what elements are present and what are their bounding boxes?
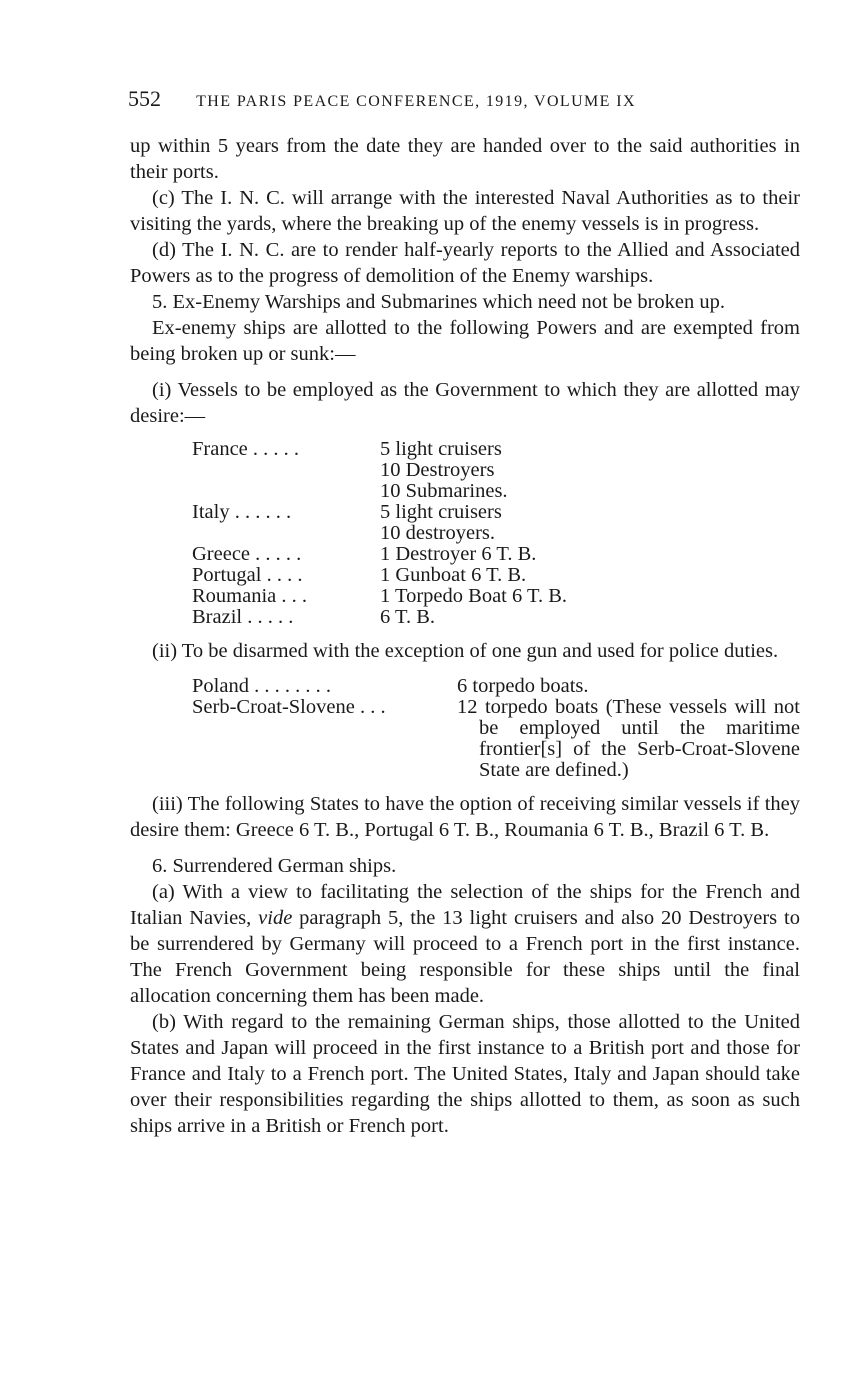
vessels-cell	[457, 697, 800, 781]
page-body	[130, 133, 800, 1139]
section-5-intro: Ex-enemy ships are allotted to the following Powers and are exempted from being broken up or sunk:—	[130, 317, 800, 365]
vessels-cell: 6 T. B.	[380, 606, 436, 628]
section-5-heading: 5. Ex-Enemy Warships and Submarines which need not be broken up.	[152, 291, 725, 313]
vessels-cell: 10 destroyers.	[380, 522, 496, 544]
vessels-cell: 5 light cruisers	[380, 501, 502, 523]
country-cell	[192, 460, 380, 481]
table-row	[192, 523, 567, 544]
allocation-table-i	[192, 439, 567, 628]
country-cell	[192, 481, 380, 502]
country-cell: Serb-Croat-Slovene . . .	[192, 696, 386, 718]
table-row	[192, 697, 800, 781]
table-row	[192, 481, 567, 502]
table-row	[192, 565, 567, 586]
text-a-part2: paragraph 5, the 13 light cruisers and also 20 Destroyers to be surrendered by Germany will proceed to a French port in the first instance. The French Government being responsible for these ships until the final allocation concerning them has been made.	[130, 907, 800, 1007]
country-cell: Poland . . . . . . . .	[192, 675, 331, 697]
label-d: (d)	[152, 239, 176, 261]
vessels-cell: 1 Destroyer 6 T. B.	[380, 543, 537, 565]
label-c: (c)	[152, 187, 175, 209]
table-row	[192, 544, 567, 565]
paragraph-d	[130, 237, 800, 289]
vessels-cell: 1 Torpedo Boat 6 T. B.	[380, 585, 568, 607]
country-cell: Roumania . . .	[192, 585, 308, 607]
paragraph-6b	[130, 1009, 800, 1139]
clause-i: (i) Vessels to be employed as the Government to which they are allotted may desire:—	[130, 379, 800, 427]
paragraph-6a	[130, 879, 800, 1009]
running-header	[128, 86, 808, 112]
table-row	[192, 586, 567, 607]
country-cell: Brazil . . . . .	[192, 606, 294, 628]
vessels-cell: 10 Destroyers	[380, 459, 495, 481]
country-cell: Italy . . . . . .	[192, 501, 292, 523]
paragraph-c	[130, 185, 800, 237]
table-row	[192, 460, 567, 481]
allocation-table-ii	[192, 676, 800, 781]
label-b: (b)	[152, 1011, 176, 1033]
text-a-part1: With a view to facilitating the selection of the ships for the French and Italian Navies,	[130, 881, 800, 929]
section-6-heading: 6. Surrendered German ships.	[152, 855, 397, 877]
label-a: (a)	[152, 881, 175, 903]
table-row	[192, 439, 567, 460]
text-c: The I. N. C. will arrange with the interested Naval Authorities as to their visiting the yards, where the breaking up of the enemy vessels is in progress.	[130, 187, 800, 235]
clause-ii: (ii) To be disarmed with the exception of one gun and used for police duties.	[152, 640, 779, 662]
table-row	[192, 607, 567, 628]
text-b: With regard to the remaining German ships, those allotted to the United States and Japan will proceed in the first instance to a British port and those for France and Italy to a French port. The United States, Italy and Japan should take over their responsibilities regarding the ships allotted to them, as soon as such ships arrive in a British or French port.	[130, 1011, 800, 1137]
clause-iii: (iii) The following States to have the option of receiving similar vessels if they desire them: Greece 6 T. B., Portugal 6 T. B., Roumania 6 T. B., Brazil 6 T. B.	[130, 793, 800, 841]
country-cell: Greece . . . . .	[192, 543, 302, 565]
table-row	[192, 676, 800, 697]
country-cell	[192, 523, 380, 544]
country-cell: France . . . . .	[192, 438, 300, 460]
page-number: 552	[128, 86, 161, 111]
vessels-cell	[457, 676, 800, 697]
country-cell: Portugal . . . .	[192, 564, 303, 586]
text-a-vide: vide	[258, 907, 293, 929]
running-title: THE PARIS PEACE CONFERENCE, 1919, VOLUME IX	[196, 93, 636, 110]
text-d: The I. N. C. are to render half-yearly reports to the Allied and Associated Powers as to the progress of demolition of the Enemy warships.	[130, 239, 800, 287]
paragraph-continuation: up within 5 years from the date they are handed over to the said authorities in their ports.	[130, 135, 800, 183]
vessels-text: 12 torpedo boats (These vessels will not be employed until the maritime frontier[s] of the Serb-Croat-Slovene State are defined.)	[457, 696, 800, 781]
vessels-cell: 10 Submarines.	[380, 480, 508, 502]
vessels-cell: 5 light cruisers	[380, 438, 502, 460]
vessels-cell: 1 Gunboat 6 T. B.	[380, 564, 527, 586]
table-row	[192, 502, 567, 523]
vessels-text: 6 torpedo boats.	[457, 675, 589, 697]
